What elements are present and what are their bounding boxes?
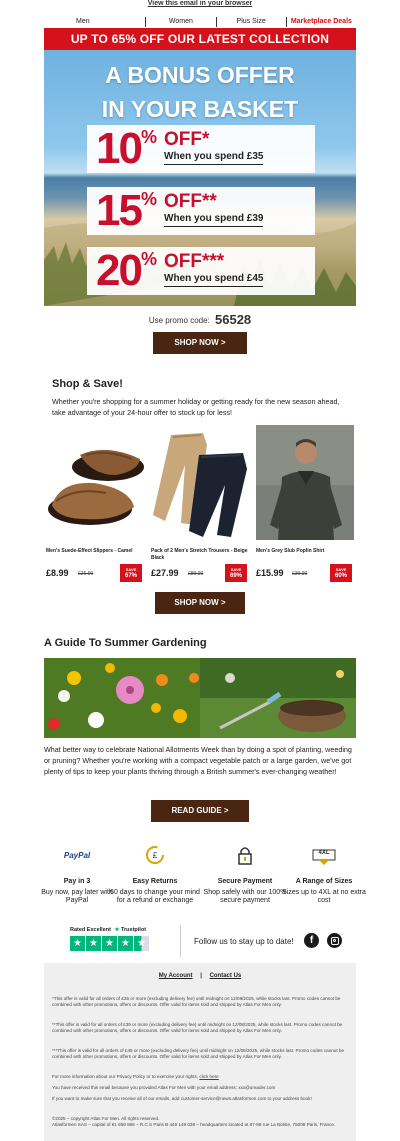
shop-save-title: Shop & Save! [52, 378, 123, 390]
product-price: £27.99 [151, 568, 179, 578]
contact-us-link[interactable]: Contact Us [209, 973, 242, 979]
offer-off-label: OFF** [164, 191, 217, 212]
offer-spend-label: When you spend £39 [164, 213, 263, 227]
received-text: You have received this email because you provided Atlas For Men with your email address: xxx@ureader.com [52, 1085, 276, 1090]
feature-title: Easy Returns [132, 878, 178, 885]
product-image-shirt[interactable] [256, 425, 354, 540]
offer-percent: 10 [96, 124, 141, 173]
promo-label: Use promo code: [148, 316, 210, 325]
product-name[interactable]: Men's Suede-Effect Slippers - Camel [46, 548, 133, 554]
feature-desc: Buy now, pay later with PayPal [41, 889, 113, 904]
star-icon: ★ [102, 936, 117, 951]
hero-title [44, 58, 356, 126]
product-card[interactable] [256, 425, 354, 579]
guide-title: A Guide To Summer Gardening [44, 637, 207, 649]
my-account-link[interactable]: My Account [158, 973, 193, 979]
nav-item-women[interactable]: Women [146, 17, 216, 27]
footer-links [0, 973, 400, 979]
save-badge-label: SAVE [335, 567, 347, 572]
save-badge-value: 69% [229, 573, 242, 579]
view-in-browser-link[interactable]: View this email in your browser [147, 0, 253, 7]
facebook-icon[interactable]: f [304, 933, 319, 948]
privacy-link[interactable]: click here [199, 1074, 219, 1079]
legal-text-1: *This offer is valid for all orders of £35 or more (excluding delivery fee) until midnight on 12/08/2025, while stocks last. Promo codes cannot be combined with other promotions, offers or discounts. Offer valid for items sold and shipped by Atlas For Men only. [52, 996, 341, 1008]
product-was-price: £89.90 [188, 571, 204, 577]
promo-code [0, 312, 400, 327]
star-half-icon: ★ [134, 936, 149, 951]
feature-desc: Sizes up to 4XL at no extra cost [282, 889, 366, 904]
footer-link-separator: | [200, 973, 202, 979]
planter-illustration [200, 658, 356, 738]
paypal-icon: PayPal [63, 850, 91, 860]
legal-text-2: **This offer is valid for all orders of £39 or more (excluding delivery fee) until midnight on 12/08/2025, while stocks last. Promo codes cannot be combined with other promotions, offers or discounts. Offer valid for items sold and shipped by Atlas For Men only. [52, 1022, 343, 1034]
offer-off-label: OFF* [164, 129, 210, 150]
hero-title-line2: IN YOUR BASKET [101, 96, 299, 122]
product-was-price: £39.90 [292, 571, 308, 577]
sale-banner[interactable]: UP TO 65% OFF OUR LATEST COLLECTION [44, 28, 356, 50]
nav-item-marketplace-deals[interactable]: Marketplace Deals [290, 18, 352, 25]
product-image-trousers[interactable] [151, 425, 249, 540]
save-badge-label: SAVE [125, 567, 137, 572]
divider [180, 925, 181, 957]
feature-desc: Shop safely with our 100% secure payment [203, 889, 287, 904]
instagram-icon[interactable] [327, 933, 342, 948]
garden-planter-image[interactable] [200, 658, 356, 738]
feature-easy-returns [110, 842, 200, 905]
shop-save-text: Whether you're shopping for a summer holiday or getting ready for the new season ahead, take advantage of your 24-hour offer to stock up for less! [52, 397, 340, 417]
percent-symbol: % [141, 127, 158, 147]
flowers-illustration [44, 658, 200, 738]
category-nav [44, 17, 356, 27]
copyright-text: ©2025 – copyright Atlas For Men. All rights reserved. [52, 1116, 160, 1121]
offer-spend-label: When you spend £45 [164, 273, 263, 287]
offer-percent: 20 [96, 246, 141, 295]
product-name[interactable]: Pack of 2 Men's Stretch Trousers - Beige Black [151, 548, 248, 561]
feature-title: A Range of Sizes [295, 878, 353, 885]
star-icon: ★ [86, 936, 101, 951]
save-badge [330, 564, 352, 582]
garden-flowers-image[interactable] [44, 658, 200, 738]
safe-sender-text: If you want to make sure that you receive all of our emails, add customer-service@news.atlasformen.com to your address book! [52, 1096, 312, 1101]
shop-now-button-top[interactable]: SHOP NOW > [153, 332, 247, 354]
legal-text-3: ***This offer is valid for all orders of £45 or more (excluding delivery fee) until midnight on 12/08/2025, while stocks last. Promo codes cannot be combined with other promotions, offers or discounts. Offer valid for items sold and shipped by Atlas For Men only. [52, 1048, 345, 1060]
guide-text: What better way to celebrate National Allotments Week than by doing a spot of planting, weeding or pruning? Whether you're working with a compact vegetable patch or a large garden, we've got plenty of tips to keep your plants thriving through a British summer's ever-changing weather! [44, 745, 352, 776]
product-price: £15.99 [256, 568, 284, 578]
feature-title: Secure Payment [217, 878, 273, 885]
shop-now-button-bottom[interactable]: SHOP NOW > [155, 592, 245, 614]
product-card[interactable] [46, 425, 144, 579]
offer-card-15 [87, 187, 315, 235]
trustpilot-text: Rated Excellent ★ Trustpilot [70, 927, 147, 933]
trousers-image [151, 425, 249, 540]
save-badge-label: SAVE [230, 567, 242, 572]
nav-item-plus-size[interactable]: Plus Size [217, 17, 287, 27]
hero-banner[interactable] [44, 50, 356, 306]
product-image-slippers[interactable] [46, 425, 144, 540]
hero-title-line1: A BONUS OFFER [105, 62, 295, 88]
company-text: Atlasformen SAS – capital of €1 659 866 – R.C.S Paris B 449 149 038 – headquarters located at 87-89 rue La Boétie, 75008 Paris, France. [52, 1122, 336, 1127]
privacy-text: For more information about our Privacy Policy or to exercise your rights, click here [52, 1074, 219, 1079]
product-card[interactable] [151, 425, 249, 579]
padlock-icon [200, 842, 290, 868]
save-badge [120, 564, 142, 582]
slippers-image [46, 425, 144, 540]
offer-off-label: OFF*** [164, 251, 225, 272]
feature-pay-in-3 [32, 842, 122, 905]
nav-item-men[interactable]: Men [44, 17, 146, 27]
svg-text:£: £ [152, 851, 158, 860]
trustpilot-rating[interactable] [70, 927, 160, 951]
social-text: Follow us to stay up to date! [194, 937, 294, 946]
feature-title: Pay in 3 [63, 878, 91, 885]
read-guide-button[interactable]: READ GUIDE > [151, 800, 249, 822]
offer-percent: 15 [96, 186, 141, 235]
sizes-icon: 4XL [279, 842, 369, 868]
save-badge-value: 67% [124, 573, 137, 579]
feature-range-of-sizes [279, 842, 369, 905]
trustpilot-stars [70, 936, 160, 951]
product-was-price: £26.90 [78, 571, 94, 577]
product-price: £8.99 [46, 568, 69, 578]
returns-icon [110, 842, 200, 868]
percent-symbol: % [141, 189, 158, 209]
feature-secure-payment [200, 842, 290, 905]
save-badge [225, 564, 247, 582]
offer-card-10 [87, 125, 315, 173]
promo-code-value: 56528 [215, 312, 252, 327]
save-badge-value: 60% [334, 573, 347, 579]
feature-desc: 60 days to change your mind for a refund or exchange [110, 889, 200, 904]
offer-card-20 [87, 247, 315, 295]
star-icon: ★ [118, 936, 133, 951]
product-name[interactable]: Men's Grey Slub Poplin Shirt [256, 548, 325, 554]
percent-symbol: % [141, 249, 158, 269]
offer-spend-label: When you spend £35 [164, 151, 263, 165]
shirt-model-image [256, 425, 354, 540]
star-icon: ★ [70, 936, 85, 951]
